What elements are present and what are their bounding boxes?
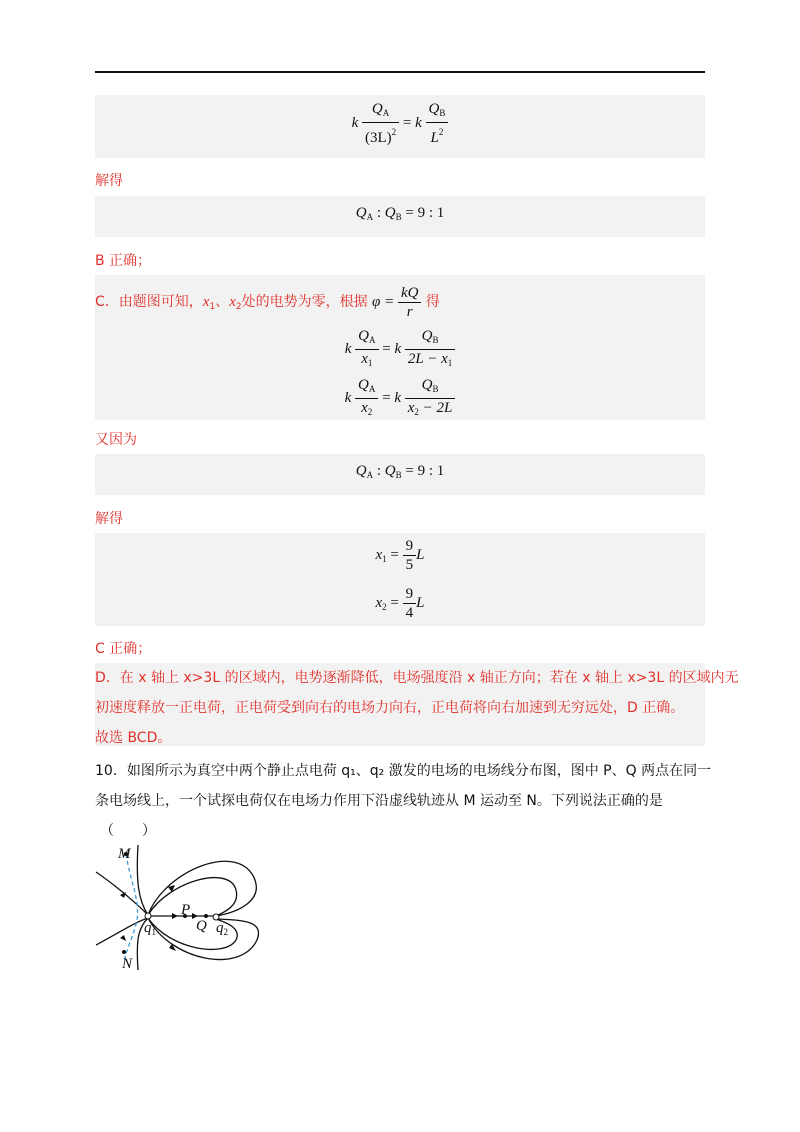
label-p: P <box>181 902 191 918</box>
equation-coulomb-balance: k $\frac{Q_A}{(3L)^2}$ = k $\frac{Q_B}{L^2}$ <box>95 100 705 147</box>
equation-x1-value: $x_1$ = $\frac{9}{5}$ L <box>375 538 425 573</box>
equation-potential-x2: k $\frac{Q_A}{x_2}$ = k $\frac{Q_B}{x_2 - 2L}$ <box>95 376 705 421</box>
label-c-correct: C 正确； <box>95 641 152 657</box>
label-jiede-2: 解得 <box>95 511 123 527</box>
c-intro: C．由题图可知，$x_1$、$x_2$处的电势为零，根据 φ = $\frac{kQ}{r}$ 得 <box>95 285 440 320</box>
equation-charge-ratio-2: $Q_A$ : $Q_B = 9$ : 1 <box>355 463 445 480</box>
d-line-1: D．在 x 轴上 x>3L 的区域内，电势逐渐降低，电场强度沿 x 轴正方向；若在 x 轴上 x>3L 的区域内无 <box>95 670 739 686</box>
question-10-line-1: 10．如图所示为真空中两个静止点电荷 q₁、q₂ 激发的电场的电场线分布图，图中 P、Q 两点在同一 <box>95 763 712 779</box>
equation-potential-x1: k $\frac{Q_A}{x_1}$ = k $\frac{Q_B}{2L - x_1}$ <box>95 327 705 372</box>
equation-charge-ratio-1: $Q_A$ : $Q_B = 9$ : 1 <box>355 205 445 222</box>
trajectory-dashed <box>124 854 138 962</box>
equation-x2-value: $x_2$ = $\frac{9}{4}$ L <box>375 586 425 621</box>
header-rule <box>95 71 705 73</box>
label-q1: $q_1$ <box>144 920 156 937</box>
label-m: M <box>118 846 131 862</box>
question-10-blank: （ ） <box>100 823 156 839</box>
d-line-2: 初速度释放一正电荷，正电荷受到向右的电场力向右，正电荷将向右加速到无穷远处，D 正确。 <box>95 700 685 716</box>
label-b-correct: B 正确； <box>95 253 152 269</box>
label-q2: $q_2$ <box>216 920 228 937</box>
point-n-dot <box>122 950 126 954</box>
label-q: Q <box>196 918 207 934</box>
d-line-3: 故选 BCD。 <box>95 730 172 746</box>
label-jiede-1: 解得 <box>95 173 123 189</box>
label-n: N <box>122 956 133 972</box>
label-youyinwei: 又因为 <box>95 432 137 448</box>
question-10-line-2: 条电场线上，一个试探电荷仅在电场力作用下沿虚线轨迹从 M 运动至 N。下列说法正确的是 <box>95 793 663 809</box>
field-line-figure <box>90 840 280 975</box>
charge-q1-dot <box>145 913 151 919</box>
